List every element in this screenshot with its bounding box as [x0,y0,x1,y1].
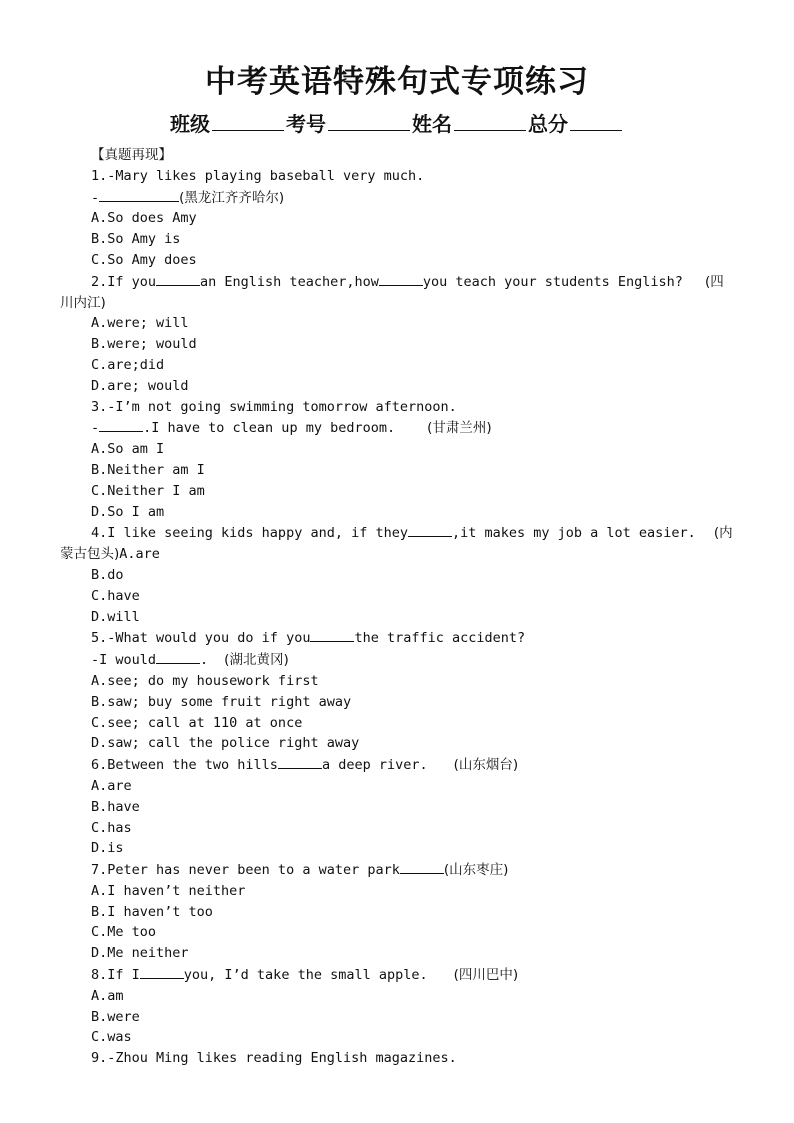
stem-part: -I would [91,652,157,669]
option-d: D.will [91,608,140,625]
option-c: C.see; call at 110 at once [91,714,303,731]
name-label: 姓名 [412,112,452,136]
option-b: B.were; would [91,336,197,353]
answer-blank [310,627,354,642]
answer-blank [156,649,200,664]
option-b: B.were [91,1008,140,1025]
stem-part: you, I’d take the small apple. [183,967,428,984]
stem-part: you teach your students English? [422,273,683,290]
question-5-response [60,649,732,671]
question-source: 蒙古包头) [60,546,120,563]
stem-part: 4.I like seeing kids happy and, if they [91,525,408,542]
stem-part: a deep river. [321,757,428,774]
option-d: D.are; would [91,377,189,394]
question-2-source-cont [60,293,732,314]
option-b: B.I haven’t too [91,903,213,920]
question-source: (湖北黄冈) [224,652,289,669]
answer-blank [400,859,444,874]
option-b: B.Neither am I [91,461,205,478]
question-source: (山东枣庄) [443,862,509,879]
question-7-stem [60,859,732,881]
option-c: C.have [91,587,140,604]
number-blank [328,110,410,131]
question-5-stem [60,627,732,649]
option-a: A.I haven’t neither [91,882,246,899]
question-9-stem: 9.-Zhou Ming likes reading English magazines. [91,1050,457,1067]
stem-part: the traffic accident? [354,630,526,647]
answer-blank [140,964,184,979]
question-8-stem [60,964,732,986]
option-d: D.is [91,840,124,857]
question-4-source-cont [60,544,732,565]
option-d: D.saw; call the police right away [91,735,360,752]
score-blank [570,110,622,131]
option-b: B.saw; buy some fruit right away [91,693,352,710]
student-info-line [0,110,794,138]
answer-blank [379,271,423,286]
question-source: (内 [713,525,733,542]
stem-part: . [200,652,209,669]
option-c: C.are;did [91,356,165,373]
number-label: 考号 [286,112,326,136]
question-1-stem: 1.-Mary likes playing baseball very much. [91,167,425,184]
stem-part: 5.-What would you do if you [91,630,311,647]
stem-part: 2.If you [91,273,157,290]
stem-part: .I have to clean up my bedroom. [143,420,396,437]
question-4-stem [60,522,732,544]
question-source: (四 [704,273,724,290]
question-1-response [60,187,732,209]
question-source: (黑龙江齐齐哈尔) [179,189,285,206]
option-d: D.So I am [91,503,165,520]
option-a: A.So does Amy [91,210,197,227]
dash: - [91,420,100,437]
answer-blank [99,187,179,202]
answer-blank [99,417,143,432]
stem-part: 8.If I [91,967,140,984]
option-c: C.Neither I am [91,482,205,499]
question-list [60,145,732,1069]
question-source: (山东烟台) [453,757,519,774]
option-b: B.So Amy is [91,231,181,248]
option-c: C.has [91,819,132,836]
option-a: A.are [91,777,132,794]
question-6-stem [60,754,732,776]
question-source: (四川巴中) [453,967,519,984]
class-blank [212,110,284,131]
option-c: C.was [91,1029,132,1046]
question-source: (甘肃兰州) [427,420,492,437]
stem-part: 7.Peter has never been to a water park [91,862,400,879]
option-a: A.see; do my housework first [91,672,319,689]
name-blank [454,110,526,131]
answer-blank [278,754,322,769]
stem-part: 6.Between the two hills [91,757,278,774]
dash: - [91,189,100,206]
answer-blank [408,522,452,537]
stem-part: an English teacher,how [200,273,379,290]
question-2-stem [60,271,732,293]
section-heading: 【真题再现】 [91,147,172,163]
score-label: 总分 [528,112,568,136]
option-a: A.were; will [91,315,189,332]
answer-blank [156,271,200,286]
option-a: A.are [119,546,160,563]
option-b: B.have [91,798,140,815]
question-source: 川内江) [60,294,106,311]
option-a: A.am [91,987,124,1004]
option-c: C.So Amy does [91,251,197,268]
question-3-response [60,417,732,439]
question-3-stem: 3.-I’m not going swimming tomorrow afternoon. [91,398,457,415]
option-c: C.Me too [91,924,157,941]
stem-part: ,it makes my job a lot easier. [451,525,696,542]
option-a: A.So am I [91,441,165,458]
page-title: 中考英语特殊句式专项练习 [205,64,589,100]
class-label: 班级 [170,112,210,136]
option-d: D.Me neither [91,945,189,962]
option-b: B.do [91,566,124,583]
